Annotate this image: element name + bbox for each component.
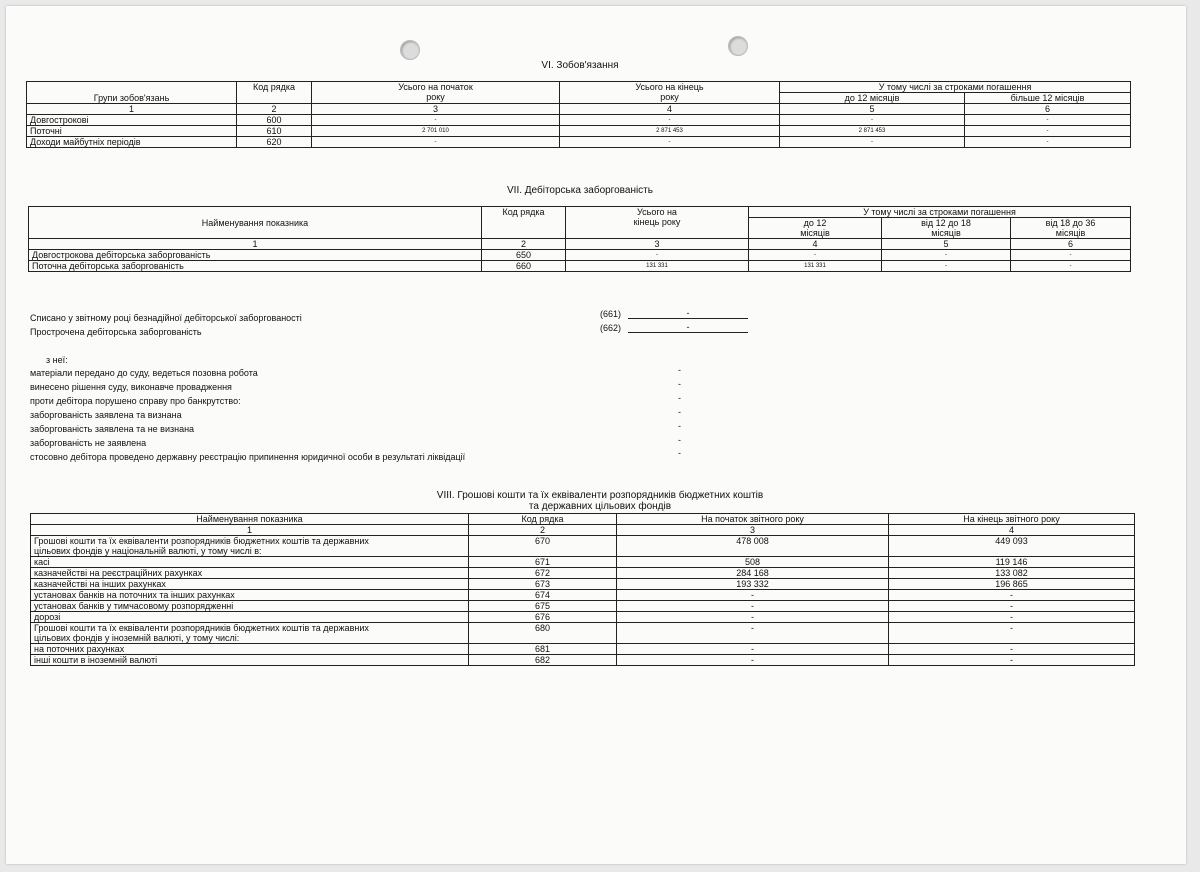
cash-table: [30, 513, 1135, 666]
cell-begin: -: [617, 623, 889, 644]
cell-end: 196 865: [889, 579, 1135, 590]
of-which-label: з неї:: [46, 355, 68, 365]
cell-upto12: 2 871 453: [780, 126, 965, 137]
cell-end: 2 871 453: [560, 126, 780, 137]
col-header-18-36: від 18 до 36 місяців: [1011, 218, 1131, 239]
cell-over12: -: [965, 115, 1131, 126]
section-7-title: VII. Дебіторська заборгованість: [507, 185, 653, 196]
detail-value: -: [678, 421, 681, 431]
cell-begin: -: [617, 644, 889, 655]
row-code: 650: [482, 250, 566, 261]
col-num: 2: [482, 239, 566, 250]
cell-upto12: -: [780, 115, 965, 126]
row-name: дорозі: [31, 612, 469, 623]
col-num: 5: [780, 104, 965, 115]
col-header-name: Найменування показника: [31, 514, 469, 525]
row-code: 600: [237, 115, 312, 126]
cell-end: -: [889, 655, 1135, 666]
detail-label: заборгованість не заявлена: [30, 438, 147, 448]
cell-12-18: -: [882, 250, 1011, 261]
row-code: 676: [469, 612, 617, 623]
cell-begin: -: [312, 115, 560, 126]
col-header-incl: У тому числі за строками погашення: [780, 82, 1131, 93]
row-name: Поточна дебіторська заборгованість: [29, 261, 482, 272]
table-row: [31, 568, 1135, 579]
col-num: 2: [237, 104, 312, 115]
row-name-line2: цільових фондів у національній валюті, у тому числі в:: [34, 546, 262, 556]
cell-over12: -: [965, 126, 1131, 137]
cell-begin: -: [617, 601, 889, 612]
table-row: [31, 623, 1135, 644]
cell-18-36: -: [1011, 261, 1131, 272]
row-code: 682: [469, 655, 617, 666]
row-name: інші кошти в іноземній валюті: [31, 655, 469, 666]
table-row: [29, 250, 1131, 261]
detail-label: матеріали передано до суду, ведеться позовна робота: [30, 368, 258, 378]
cell-begin: -: [617, 612, 889, 623]
table-row: [27, 115, 1131, 126]
detail-value: -: [678, 393, 681, 403]
liabilities-table: [26, 81, 1131, 148]
col-num: 4: [749, 239, 882, 250]
detail-value: -: [678, 407, 681, 417]
detail-label: заборгованість заявлена та не визнана: [30, 424, 195, 434]
cell-upto12: 131 331: [749, 261, 882, 272]
section-6-title: VI. Зобов'язання: [541, 60, 619, 71]
col-num: 3: [617, 525, 889, 536]
punch-hole: [400, 40, 420, 60]
cell-begin: -: [617, 655, 889, 666]
col-num: 4: [560, 104, 780, 115]
cell-begin: -: [617, 590, 889, 601]
col-header-12-18: від 12 до 18 місяців: [882, 218, 1011, 239]
table-row: [31, 612, 1135, 623]
col-header-group: Групи зобов'язань: [27, 82, 237, 104]
cell-end: -: [889, 601, 1135, 612]
cell-end: -: [889, 612, 1135, 623]
col-num: 6: [965, 104, 1131, 115]
written-off-code: (661): [600, 309, 622, 319]
section-8-title: [340, 490, 860, 512]
row-code: 660: [482, 261, 566, 272]
row-code: 670: [469, 536, 617, 557]
col-num: 1: [27, 104, 237, 115]
row-name: касі: [31, 557, 469, 568]
cell-begin: 2 701 010: [312, 126, 560, 137]
cell-begin: 508: [617, 557, 889, 568]
punch-hole: [728, 36, 748, 56]
cell-begin: 193 332: [617, 579, 889, 590]
row-name: установах банків у тимчасовому розпорядженні: [31, 601, 469, 612]
receivables-table: [28, 206, 1131, 272]
section-8-title-line2: та державних цільових фондів: [528, 501, 672, 512]
col-header-begin: Усього на початок року: [312, 82, 560, 104]
cell-over12: -: [965, 137, 1131, 148]
col-header-begin: На початок звітного року: [617, 514, 889, 525]
row-name: Довгострокова дебіторська заборгованість: [29, 250, 482, 261]
col-num: 3: [312, 104, 560, 115]
detail-label: заборгованість заявлена та визнана: [30, 410, 182, 420]
row-name-line1: Грошові кошти та їх еквіваленти розпорядників бюджетних коштів та державних: [34, 623, 369, 633]
row-name: казначействі на реєстраційних рахунках: [31, 568, 469, 579]
cell-end: -: [560, 115, 780, 126]
row-name: Довгострокові: [27, 115, 237, 126]
table-row: [31, 536, 1135, 557]
col-num: 6: [1011, 239, 1131, 250]
cell-end: 119 146: [889, 557, 1135, 568]
overdue-value: -: [628, 322, 748, 333]
col-header-upto12: до 12 місяців: [749, 218, 882, 239]
row-code: 675: [469, 601, 617, 612]
row-code: 610: [237, 126, 312, 137]
table-row: [27, 137, 1131, 148]
cell-18-36: -: [1011, 250, 1131, 261]
detail-value: -: [678, 435, 681, 445]
detail-label: стосовно дебітора проведено державну реєстрацію припинення юридичної особи в результаті ліквідації: [30, 452, 466, 462]
table-row: [29, 261, 1131, 272]
detail-value: -: [678, 379, 681, 389]
table-row: [27, 126, 1131, 137]
cell-12-18: -: [882, 261, 1011, 272]
col-header-incl: У тому числі за строками погашення: [749, 207, 1131, 218]
table-row: [31, 557, 1135, 568]
row-name: Доходи майбутніх періодів: [27, 137, 237, 148]
cell-end: 133 082: [889, 568, 1135, 579]
cell-end: -: [566, 250, 749, 261]
col-header-code: Код рядка: [237, 82, 312, 104]
col-num: 2: [469, 525, 617, 536]
col-num: 1: [29, 239, 482, 250]
row-code: 671: [469, 557, 617, 568]
detail-label: проти дебітора порушено справу про банкрутство:: [30, 396, 241, 406]
col-header-name: Найменування показника: [29, 207, 482, 239]
written-off-value: -: [628, 308, 748, 319]
row-code: 620: [237, 137, 312, 148]
section-8-title-line1: VIII. Грошові кошти та їх еквіваленти розпорядників бюджетних коштів: [436, 490, 764, 501]
cell-end: -: [889, 590, 1135, 601]
col-header-upto12: до 12 місяців: [780, 93, 965, 104]
col-num: 1: [31, 525, 469, 536]
col-header-end: Усього на кінець року: [560, 82, 780, 104]
cell-begin: 478 008: [617, 536, 889, 557]
table-row: [31, 644, 1135, 655]
row-code: 674: [469, 590, 617, 601]
written-off-label: Списано у звітному році безнадійної дебіторської заборгованості: [30, 313, 302, 323]
cell-end: 449 093: [889, 536, 1135, 557]
row-name-line2: цільових фондів у іноземній валюті, у тому числі:: [34, 633, 240, 643]
col-num: 4: [889, 525, 1135, 536]
row-name: [31, 623, 469, 644]
cell-begin: 284 168: [617, 568, 889, 579]
cell-upto12: -: [780, 137, 965, 148]
cell-upto12: -: [749, 250, 882, 261]
col-header-end: На кінець звітного року: [889, 514, 1135, 525]
table-row: [31, 601, 1135, 612]
table-row: [31, 655, 1135, 666]
detail-label: винесено рішення суду, виконавче провадження: [30, 382, 232, 392]
row-code: 672: [469, 568, 617, 579]
table-row: [31, 579, 1135, 590]
col-header-end: Усього на кінець року: [566, 207, 749, 239]
row-name: казначействі на інших рахунках: [31, 579, 469, 590]
cell-end: -: [889, 644, 1135, 655]
col-header-code: Код рядка: [469, 514, 617, 525]
col-header-code: Код рядка: [482, 207, 566, 239]
cell-end: 131 331: [566, 261, 749, 272]
cell-begin: -: [312, 137, 560, 148]
table-row: [31, 590, 1135, 601]
row-name-line1: Грошові кошти та їх еквіваленти розпорядників бюджетних коштів та державних: [34, 536, 369, 546]
detail-value: -: [678, 448, 681, 458]
row-name: [31, 536, 469, 557]
overdue-code: (662): [600, 323, 622, 333]
row-name: на поточних рахунках: [31, 644, 469, 655]
row-code: 673: [469, 579, 617, 590]
col-header-over12: більше 12 місяців: [965, 93, 1131, 104]
col-num: 5: [882, 239, 1011, 250]
row-name: установах банків на поточних та інших рахунках: [31, 590, 469, 601]
cell-end: -: [560, 137, 780, 148]
overdue-label: Прострочена дебіторська заборгованість: [30, 327, 202, 337]
detail-value: -: [678, 365, 681, 375]
row-code: 681: [469, 644, 617, 655]
row-name: Поточні: [27, 126, 237, 137]
cell-end: -: [889, 623, 1135, 644]
col-num: 3: [566, 239, 749, 250]
row-code: 680: [469, 623, 617, 644]
